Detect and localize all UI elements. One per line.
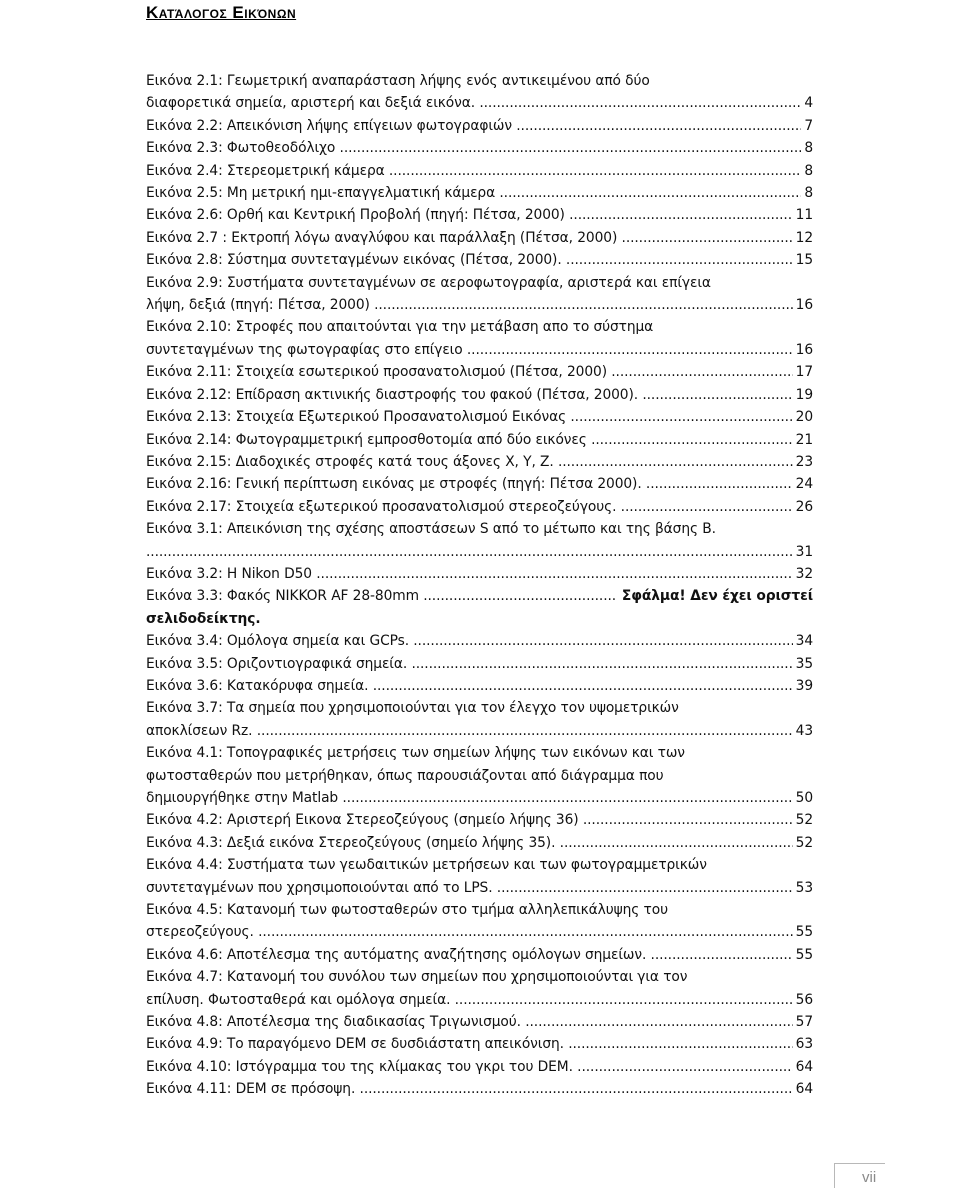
toc-entry-text: Εικόνα 4.9: Το παραγόμενο DEM σε δυσδιάστατη απεικόνιση. ..... [146,1033,793,1055]
toc-page-number: 43 [795,722,813,739]
toc-entry-text: Εικόνα 4.3: Δεξιά εικόνα Στερεοζεύγους (σημείο λήψης 35). ..... [146,832,793,854]
toc-page-number: 12 [795,229,813,246]
toc-entry-text: Εικόνα 4.6: Αποτέλεσμα της αυτόματης αναζήτησης ομόλογων σημείων. ..... [146,944,793,966]
toc-entry-text: Εικόνα 4.11: DEM σε πρόσοψη. ..... [146,1078,793,1100]
toc-page-number: 16 [795,341,813,358]
toc-entry-text: δημιουργήθηκε στην Matlab ..... [146,787,793,809]
toc-entry[interactable] [146,966,813,1011]
toc-entry-text: Εικόνα 4.5: Κατανομή των φωτοσταθερών στο τμήμα αλληλεπικάλυψης του [146,902,668,919]
toc-entry-text: Εικόνα 3.1: Απεικόνιση της σχέσης αποστάσεων S από το μέτωπο και της βάσης Β. [146,521,716,538]
toc-entry-text: Εικόνα 3.5: Οριζοντιογραφικά σημεία. ..... [146,653,793,675]
toc-entry-text: λήψη, δεξιά (πηγή: Πέτσα, 2000) ..... [146,294,793,316]
toc-entry-text: Εικόνα 2.17: Στοιχεία εξωτερικού προσανατολισμού στερεοζεύγους. ..... [146,496,793,518]
toc-entry[interactable] [146,429,813,451]
toc-page-number: 8 [804,185,813,202]
toc-entry-text: Εικόνα 2.6: Ορθή και Κεντρική Προβολή (πηγή: Πέτσα, 2000) ..... [146,204,793,226]
toc-entry-text: Εικόνα 2.15: Διαδοχικές στροφές κατά τους άξονες X, Y, Z. ..... [146,451,793,473]
toc-entry[interactable] [146,854,813,899]
toc-entry[interactable] [146,70,813,115]
toc-page-number: 21 [795,431,813,448]
toc-entry[interactable] [146,585,813,630]
toc-entry-text: Εικόνα 2.11: Στοιχεία εσωτερικού προσανατολισμού (Πέτσα, 2000) ..... [146,361,793,383]
toc-entry-text: Εικόνα 3.6: Κατακόρυφα σημεία. ..... [146,675,793,697]
toc-entry-text: Εικόνα 2.1: Γεωμετρική αναπαράσταση λήψης ενός αντικειμένου από δύο [146,73,650,89]
toc-entry[interactable] [146,697,813,742]
toc-entry-text: αποκλίσεων Rz. ..... [146,720,793,742]
toc-entry-text: Εικόνα 3.4: Ομόλογα σημεία και GCPs. ..... [146,630,793,652]
toc-entry[interactable] [146,899,813,944]
toc-page-number: 31 [795,543,813,560]
toc-page-number: 35 [795,655,813,672]
toc-page-number: 52 [795,834,813,851]
toc-entry[interactable] [146,1078,813,1100]
toc-entry-text: Εικόνα 2.9: Συστήματα συντεταγμένων σε αεροφωτογραφία, αριστερά και επίγεια [146,274,711,291]
toc-entry[interactable] [146,137,813,159]
toc-entry[interactable] [146,272,813,317]
toc-entry-text: Εικόνα 2.7 : Εκτροπή λόγω αναγλύφου και παράλλαξη (Πέτσα, 2000) ..... [146,227,793,249]
toc-entry[interactable] [146,496,813,518]
toc-entry[interactable] [146,227,813,249]
toc-entry-text: Εικόνα 2.5: Μη μετρική ημι-επαγγελματική κάμερα ..... [146,182,801,204]
toc-page-number: 19 [795,386,813,403]
toc-entry-text: φωτοσταθερών που μετρήθηκαν, όπως παρουσιάζονται από διάγραμμα που [146,767,664,784]
page-number: vii [862,1169,877,1186]
toc-entry-text: Εικόνα 2.4: Στερεομετρική κάμερα ..... [146,160,801,182]
toc-entry[interactable] [146,182,813,204]
toc-page-number: 55 [795,924,813,941]
toc-page-number: 55 [795,946,813,963]
toc-entry[interactable] [146,832,813,854]
toc-page-number: 53 [795,879,813,896]
toc-entry-text: Εικόνα 3.7: Τα σημεία που χρησιμοποιούνται για τον έλεγχο τον υψομετρικών [146,700,679,717]
toc-entry-text: Εικόνα 2.12: Επίδραση ακτινικής διαστροφής του φακού (Πέτσα, 2000). ..... [146,384,793,406]
toc-page-number: 24 [795,476,813,493]
toc-entry[interactable] [146,115,813,137]
toc-entry[interactable] [146,809,813,831]
toc-entry[interactable] [146,384,813,406]
toc-entry-text: συντεταγμένων που χρησιμοποιούνται από το LPS. ..... [146,877,793,899]
toc-page-number: 39 [795,677,813,694]
toc-page-number: 26 [795,498,813,515]
toc-entry[interactable] [146,563,813,585]
toc-entry[interactable] [146,316,813,361]
toc-entry[interactable] [146,630,813,652]
toc-entry-text: Εικόνα 2.2: Απεικόνιση λήψης επίγειων φωτογραφιών ..... [146,115,801,137]
toc-page-number: 64 [795,1058,813,1075]
toc-entry-text: Εικόνα 4.4: Συστήματα των γεωδαιτικών μετρήσεων και των φωτογραμμετρικών [146,857,707,874]
toc-entry[interactable] [146,653,813,675]
toc-entry[interactable] [146,742,813,809]
toc-page-number: 34 [795,633,813,650]
toc-entry-text: Εικόνα 2.13: Στοιχεία Εξωτερικού Προσανατολισμού Εικόνας ..... [146,406,793,428]
toc-entry[interactable] [146,1011,813,1033]
toc-page-number: 7 [804,117,813,134]
toc-entry-text: Εικόνα 2.8: Σύστημα συντεταγμένων εικόνας (Πέτσα, 2000). ..... [146,249,793,271]
toc-entry[interactable] [146,361,813,383]
toc-entry[interactable] [146,249,813,271]
toc-entry-text: Εικόνα 4.8: Αποτέλεσμα της διαδικασίας Τριγωνισμού. ..... [146,1011,793,1033]
toc-page-number: 52 [795,812,813,829]
toc-entry-text: Εικόνα 4.7: Κατανομή του συνόλου των σημείων που χρησιμοποιούνται για τον [146,969,688,986]
toc-entry-text: Εικόνα 3.2: H Nikon D50 ..... [146,563,793,585]
toc-entry[interactable] [146,1033,813,1055]
toc-entry-text [146,541,793,563]
toc-entry-text: Εικόνα 4.1: Τοπογραφικές μετρήσεις των σημείων λήψης των εικόνων και των [146,745,685,762]
list-of-figures [146,70,813,1101]
toc-entry-text: Εικόνα 2.14: Φωτογραμμετρική εμπροσθοτομία από δύο εικόνες ..... [146,429,793,451]
toc-entry-text: Εικόνα 2.16: Γενική περίπτωση εικόνας με στροφές (πηγή: Πέτσα 2000). ..... [146,473,793,495]
toc-page-number: 57 [795,1014,813,1031]
toc-page-number: 15 [795,252,813,269]
toc-page-number: 8 [804,162,813,179]
toc-page-number: 56 [795,991,813,1008]
toc-entry-text: Εικόνα 4.2: Αριστερή Εικονα Στερεοζεύγους (σημείο λήψης 36) ..... [146,809,793,831]
toc-entry[interactable] [146,406,813,428]
toc-entry[interactable] [146,675,813,697]
toc-entry-text: στερεοζεύγους. ..... [146,921,793,943]
toc-page-number: 32 [795,565,813,582]
toc-entry[interactable] [146,1056,813,1078]
toc-entry-text: Εικόνα 2.10: Στροφές που απαιτούνται για την μετάβαση απο το σύστημα [146,319,654,336]
toc-entry-text: συντεταγμένων της φωτογραφίας στο επίγειο ..... [146,339,793,361]
page-title: Κατάλογος Εικόνων [146,3,297,22]
toc-page-number: 8 [804,140,813,157]
toc-page-number: 20 [795,409,813,426]
toc-entry[interactable] [146,451,813,473]
bookmark-error: Σφάλμα! Δεν έχει οριστεί [621,588,813,605]
footer-corner-mark [834,1163,885,1188]
toc-entry[interactable] [146,160,813,182]
bookmark-error: σελιδοδείκτης. [146,610,261,627]
toc-entry-text: Εικόνα 2.3: Φωτοθεοδόλιχο ..... [146,137,801,159]
toc-page-number: 64 [795,1081,813,1098]
toc-page-number: 23 [795,453,813,470]
toc-entry-text: Εικόνα 3.3: Φακός NIKKOR AF 28-80mm ..... [146,585,617,607]
toc-entry[interactable] [146,518,813,563]
toc-page-number: 4 [804,95,813,112]
toc-entry[interactable] [146,944,813,966]
toc-entry[interactable] [146,473,813,495]
toc-entry-text: Εικόνα 4.10: Ιστόγραμμα του της κλίμακας του γκρι του DEM. ..... [146,1056,793,1078]
toc-entry-text: διαφορετικά σημεία, αριστερή και δεξιά εικόνα. ..... [146,92,801,114]
toc-entry-text: επίλυση. Φωτοσταθερά και ομόλογα σημεία. ..... [146,989,793,1011]
toc-page-number: 50 [795,790,813,806]
toc-page-number: 16 [795,297,813,314]
toc-entry[interactable] [146,204,813,226]
toc-page-number: 17 [795,364,813,381]
toc-page-number: 63 [795,1036,813,1053]
toc-page-number: 11 [795,207,813,224]
